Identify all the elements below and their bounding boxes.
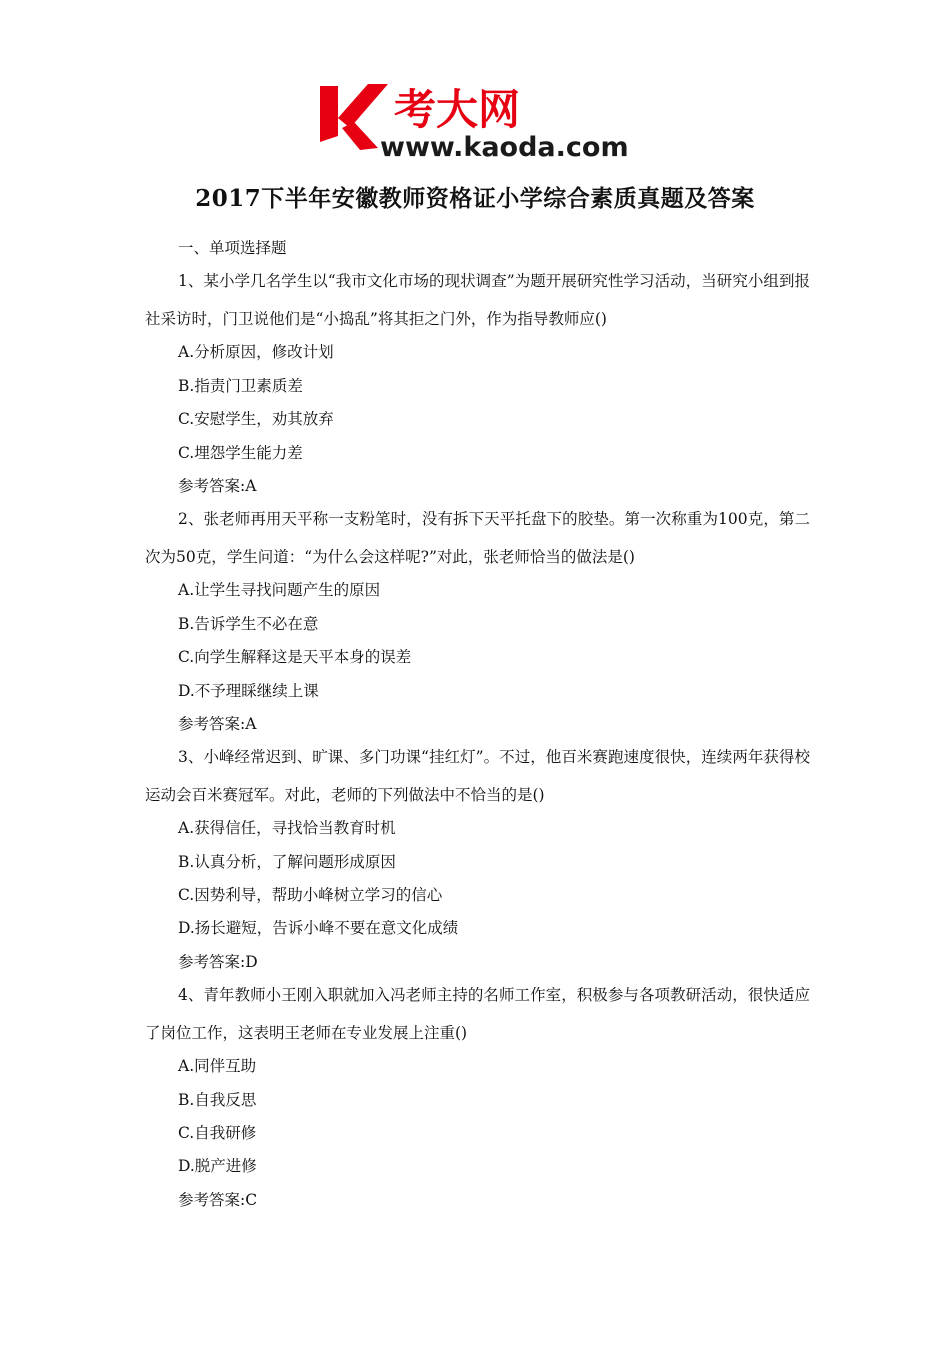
- document-title: 2017下半年安徽教师资格证小学综合素质真题及答案: [195, 185, 755, 212]
- option: A.让学生寻找问题产生的原因: [178, 581, 381, 600]
- question-3: [145, 739, 810, 979]
- question-stem: 3、小峰经常迟到、旷课、多门功课“挂红灯”。不过，他百米赛跑速度很快，连续两年获得校运动会百米赛冠军。对此，老师的下列做法中不恰当的是(): [145, 748, 810, 804]
- answer: 参考答案:C: [178, 1190, 258, 1209]
- option: D.扬长避短，告诉小峰不要在意文化成绩: [178, 919, 459, 938]
- question-stem: 4、青年教师小王刚入职就加入冯老师主持的名师工作室，积极参与各项教研活动，很快适应了岗位工作，这表明王老师在专业发展上注重(): [145, 986, 810, 1042]
- question-stem: 1、某小学几名学生以“我市文化市场的现状调查”为题开展研究性学习活动，当研究小组到报社采访时，门卫说他们是“小捣乱”将其拒之门外，作为指导教师应(): [145, 272, 810, 328]
- option: C.因势利导，帮助小峰树立学习的信心: [178, 886, 443, 905]
- answer: 参考答案:D: [178, 952, 258, 971]
- option: B.认真分析，了解问题形成原因: [178, 852, 396, 871]
- answer: 参考答案:A: [178, 476, 257, 495]
- question-2: [145, 501, 810, 741]
- option: D.不予理睬继续上课: [178, 681, 319, 700]
- svg-text:www.kaoda.com: www.kaoda.com: [380, 132, 629, 162]
- option: A.获得信任，寻找恰当教育时机: [178, 819, 396, 838]
- document-body: [145, 232, 810, 1217]
- section-heading: 一、单项选择题: [178, 239, 287, 257]
- option: B.指责门卫素质差: [178, 376, 303, 395]
- option: B.自我反思: [178, 1090, 257, 1109]
- option: A.同伴互助: [178, 1057, 257, 1076]
- option: C.自我研修: [178, 1124, 257, 1143]
- option: D.脱产进修: [178, 1157, 257, 1176]
- option: C.安慰学生，劝其放弃: [178, 410, 334, 429]
- answer: 参考答案:A: [178, 714, 257, 733]
- option: B.告诉学生不必在意: [178, 614, 319, 633]
- svg-text:考大网: 考大网: [394, 85, 521, 134]
- question-stem: 2、张老师再用天平称一支粉笔时，没有拆下天平托盘下的胶垫。第一次称重为100克，第二次为50克，学生问道：“为什么会这样呢?”对此，张老师恰当的做法是(): [145, 510, 810, 566]
- option: C.向学生解释这是天平本身的误差: [178, 648, 412, 667]
- kaoda-logo: [316, 78, 640, 162]
- question-4: [145, 977, 810, 1217]
- option: C.埋怨学生能力差: [178, 443, 303, 462]
- option: A.分析原因，修改计划: [178, 343, 334, 362]
- question-1: [145, 263, 810, 503]
